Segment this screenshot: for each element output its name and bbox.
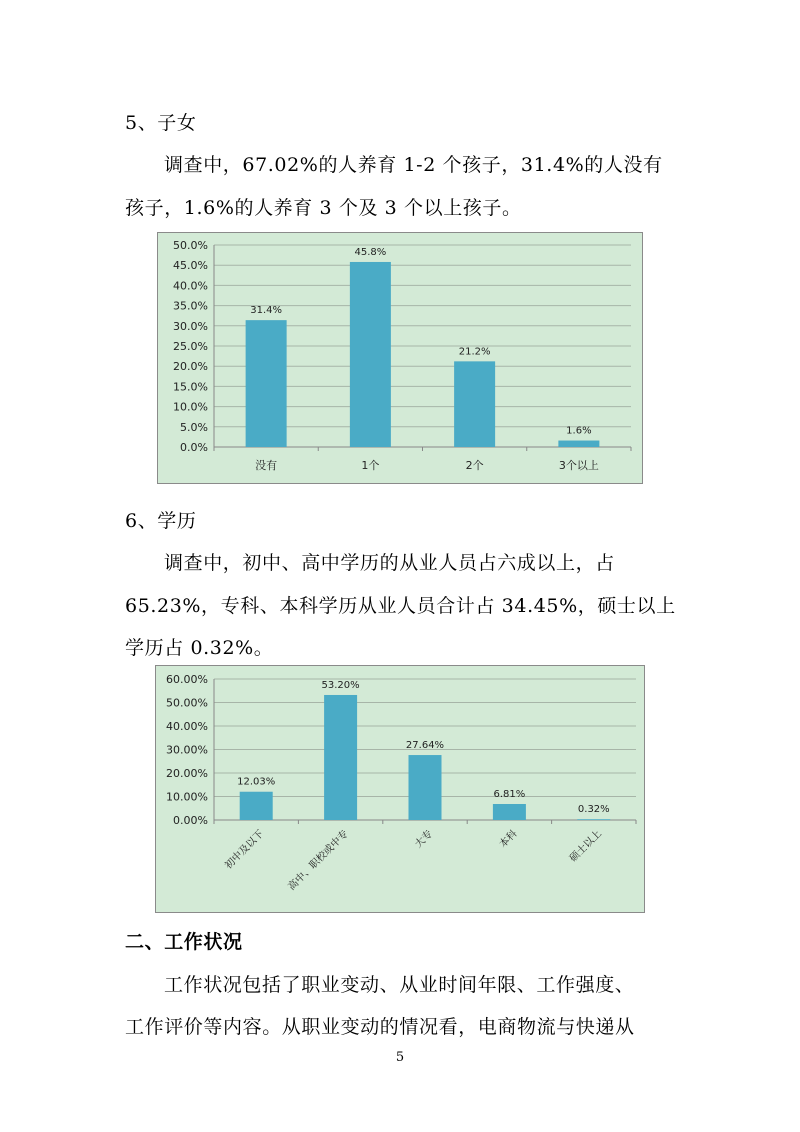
y-tick-label: 0.0% bbox=[180, 441, 208, 454]
y-tick-label: 10.00% bbox=[166, 790, 208, 804]
y-tick-label: 60.00% bbox=[166, 673, 208, 686]
data-label: 31.4% bbox=[250, 305, 283, 317]
section5-para-line-1: 调查中，67.02%的人养育 1-2 个孩子，31.4%的人没有 bbox=[164, 154, 663, 176]
data-label: 0.32% bbox=[577, 804, 610, 816]
category-label: 初中及以下 bbox=[223, 828, 267, 872]
bar bbox=[577, 819, 610, 820]
bar bbox=[454, 361, 495, 447]
category-label: 大专 bbox=[413, 828, 436, 851]
y-tick-label: 35.0% bbox=[173, 299, 208, 313]
data-label: 1.6% bbox=[566, 425, 592, 437]
data-label: 6.81% bbox=[493, 788, 526, 800]
category-label: 1个 bbox=[361, 459, 380, 472]
section6-para-line-3: 学历占 0.32%。 bbox=[125, 637, 274, 659]
section5-heading: 5、子女 bbox=[125, 112, 197, 134]
bar bbox=[246, 320, 287, 447]
y-tick-label: 20.0% bbox=[173, 360, 208, 374]
bar bbox=[558, 441, 599, 447]
bar bbox=[324, 695, 357, 820]
children-bar-chart bbox=[158, 233, 642, 483]
bar bbox=[350, 262, 391, 447]
section6-heading: 6、学历 bbox=[125, 510, 197, 532]
y-tick-label: 5.0% bbox=[180, 420, 208, 434]
work-section-heading: 二、工作状况 bbox=[125, 931, 243, 953]
data-label: 27.64% bbox=[405, 740, 445, 752]
category-label: 2个 bbox=[465, 459, 484, 472]
bar bbox=[409, 755, 442, 820]
children-chart bbox=[157, 232, 643, 484]
category-label: 3个以上 bbox=[558, 459, 599, 472]
bar bbox=[240, 792, 273, 820]
bar bbox=[493, 804, 526, 820]
page-number: 5 bbox=[395, 1050, 405, 1065]
y-tick-label: 10.0% bbox=[173, 400, 208, 414]
work-para-line-1: 工作状况包括了职业变动、从业时间年限、工作强度、 bbox=[164, 974, 635, 996]
y-tick-label: 40.00% bbox=[166, 720, 208, 733]
data-label: 45.8% bbox=[354, 246, 387, 258]
category-label: 本科 bbox=[497, 828, 520, 851]
y-tick-label: 20.00% bbox=[166, 767, 208, 780]
y-tick-label: 50.0% bbox=[173, 239, 208, 252]
data-label: 53.20% bbox=[321, 679, 360, 691]
category-label: 高中、职校或中专 bbox=[286, 828, 351, 893]
section6-para-line-1: 调查中，初中、高中学历的从业人员占六成以上，占 bbox=[164, 552, 615, 574]
education-bar-chart bbox=[156, 666, 644, 912]
y-tick-label: 30.0% bbox=[173, 319, 208, 333]
y-tick-label: 0.00% bbox=[173, 814, 208, 827]
work-para-line-2: 工作评价等内容。从职业变动的情况看，电商物流与快递从 bbox=[125, 1016, 635, 1038]
y-tick-label: 25.0% bbox=[173, 340, 208, 353]
y-tick-label: 40.0% bbox=[173, 279, 208, 293]
category-label: 没有 bbox=[255, 459, 278, 472]
education-chart bbox=[155, 665, 645, 913]
section5-para-line-2: 孩子，1.6%的人养育 3 个及 3 个以上孩子。 bbox=[125, 197, 522, 219]
y-tick-label: 50.00% bbox=[166, 696, 208, 710]
y-tick-label: 45.0% bbox=[173, 259, 208, 273]
data-label: 21.2% bbox=[458, 346, 491, 358]
section6-para-line-2: 65.23%，专科、本科学历从业人员合计占 34.45%，硕士以上 bbox=[125, 595, 676, 617]
y-tick-label: 15.0% bbox=[173, 380, 208, 394]
data-label: 12.03% bbox=[237, 776, 276, 788]
y-tick-label: 30.00% bbox=[166, 743, 208, 757]
category-label: 硕士以上 bbox=[567, 828, 604, 865]
